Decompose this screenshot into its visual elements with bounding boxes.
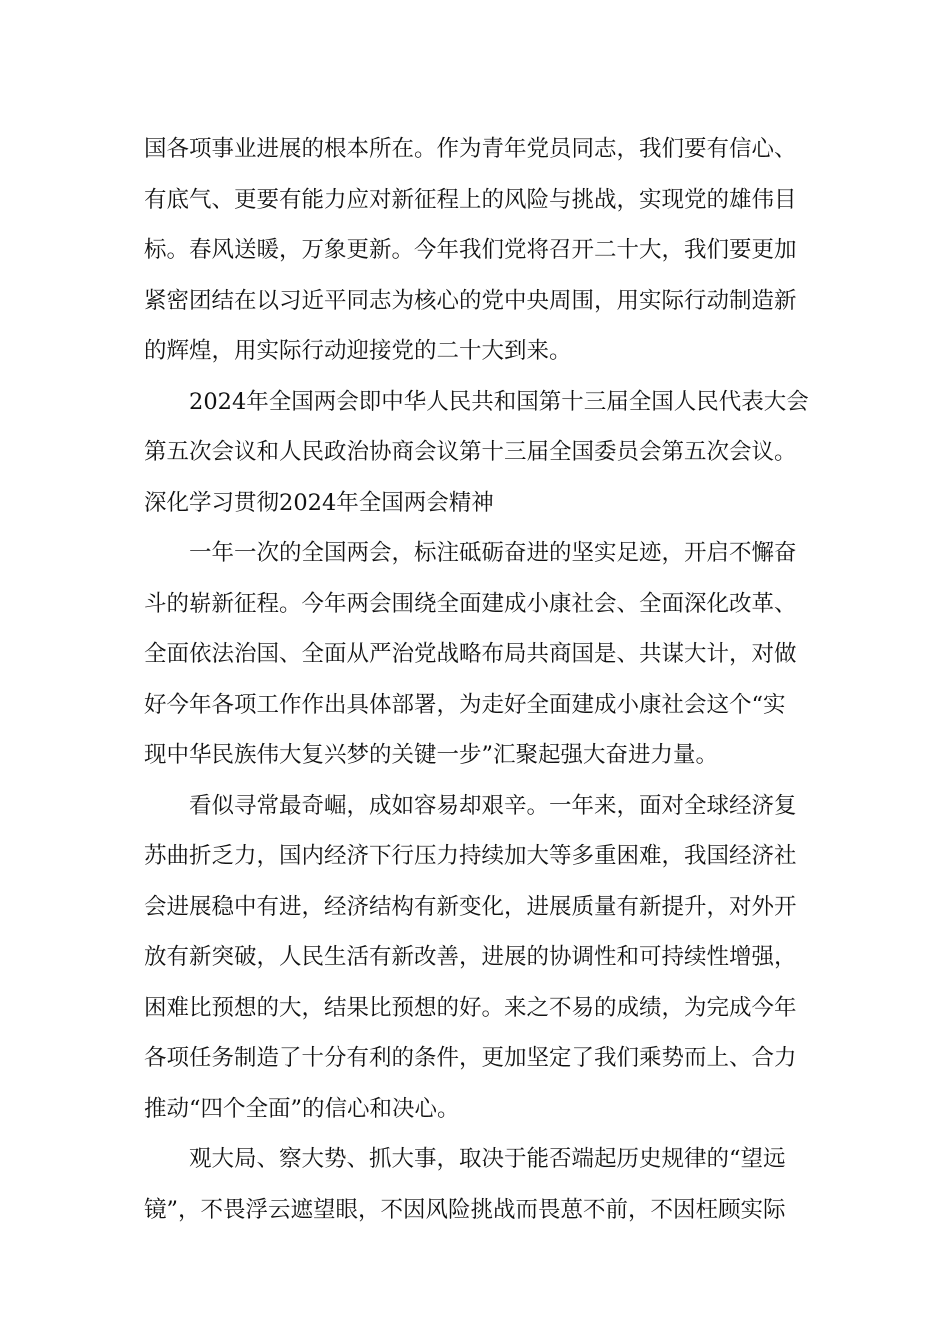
text-line: 好今年各项工作作出具体部署，为走好全面建成小康社会这个“实	[144, 691, 786, 718]
text-line: 国各项事业进展的根本所在。作为青年党员同志，我们要有信心、	[144, 136, 797, 162]
paragraph	[144, 1134, 812, 1235]
text-line: 各项任务制造了十分有利的条件，更加坚定了我们乘势而上、合力	[144, 1045, 797, 1071]
text-line: 会进展稳中有进，经济结构有新变化，进展质量有新提升，对外开	[144, 893, 797, 920]
text-line: 一年一次的全国两会，标注砥砺奋进的坚实足迹，开启不懈奋	[189, 540, 797, 566]
text-line: 推动“四个全面”的信心和决心。	[144, 1095, 460, 1122]
paragraph	[144, 781, 812, 1135]
text-line: 有底气、更要有能力应对新征程上的风险与挑战，实现党的雄伟目	[144, 186, 797, 213]
paragraph	[144, 124, 812, 377]
text-line: 镜”，不畏浮云遮望眼，不因风险挑战而畏葸不前，不因枉顾实际	[144, 1196, 786, 1223]
text-line: 紧密团结在以习近平同志为核心的党中央周围，用实际行动制造新	[144, 287, 797, 314]
text-line: 第五次会议和人民政治协商会议第十三届全国委员会第五次会议。	[144, 439, 797, 465]
text-line: 观大局、察大势、抓大事，取决于能否端起历史规律的“望远	[189, 1146, 786, 1172]
text-line: 放有新突破，人民生活有新改善，进展的协调性和可持续性增强，	[144, 944, 797, 970]
text-line: 全面依法治国、全面从严治党战略布局共商国是、共谋大计，对做	[144, 641, 797, 667]
text-line: 现中华民族伟大复兴梦的关键一步”汇聚起强大奋进力量。	[144, 742, 719, 768]
text-line: 标。春风送暖，万象更新。今年我们党将召开二十大，我们要更加	[144, 237, 797, 263]
text-line: 斗的崭新征程。今年两会围绕全面建成小康社会、全面深化改革、	[144, 590, 797, 617]
heading-line: 深化学习贯彻2024年全国两会精神	[144, 489, 494, 516]
text-line: 的辉煌，用实际行动迎接党的二十大到来。	[144, 338, 572, 364]
text-line: 苏曲折乏力，国内经济下行压力持续加大等多重困难，我国经济社	[144, 843, 797, 869]
document-body	[144, 124, 812, 1235]
text-line: 困难比预想的大，结果比预想的好。来之不易的成绩，为完成今年	[144, 994, 797, 1021]
text-line: 2024年全国两会即中华人民共和国第十三届全国人民代表大会	[189, 388, 809, 415]
section-heading	[144, 478, 812, 529]
text-line: 看似寻常最奇崛，成如容易却艰辛。一年来，面对全球经济复	[189, 792, 797, 819]
paragraph	[144, 528, 812, 781]
paragraph	[144, 377, 812, 478]
